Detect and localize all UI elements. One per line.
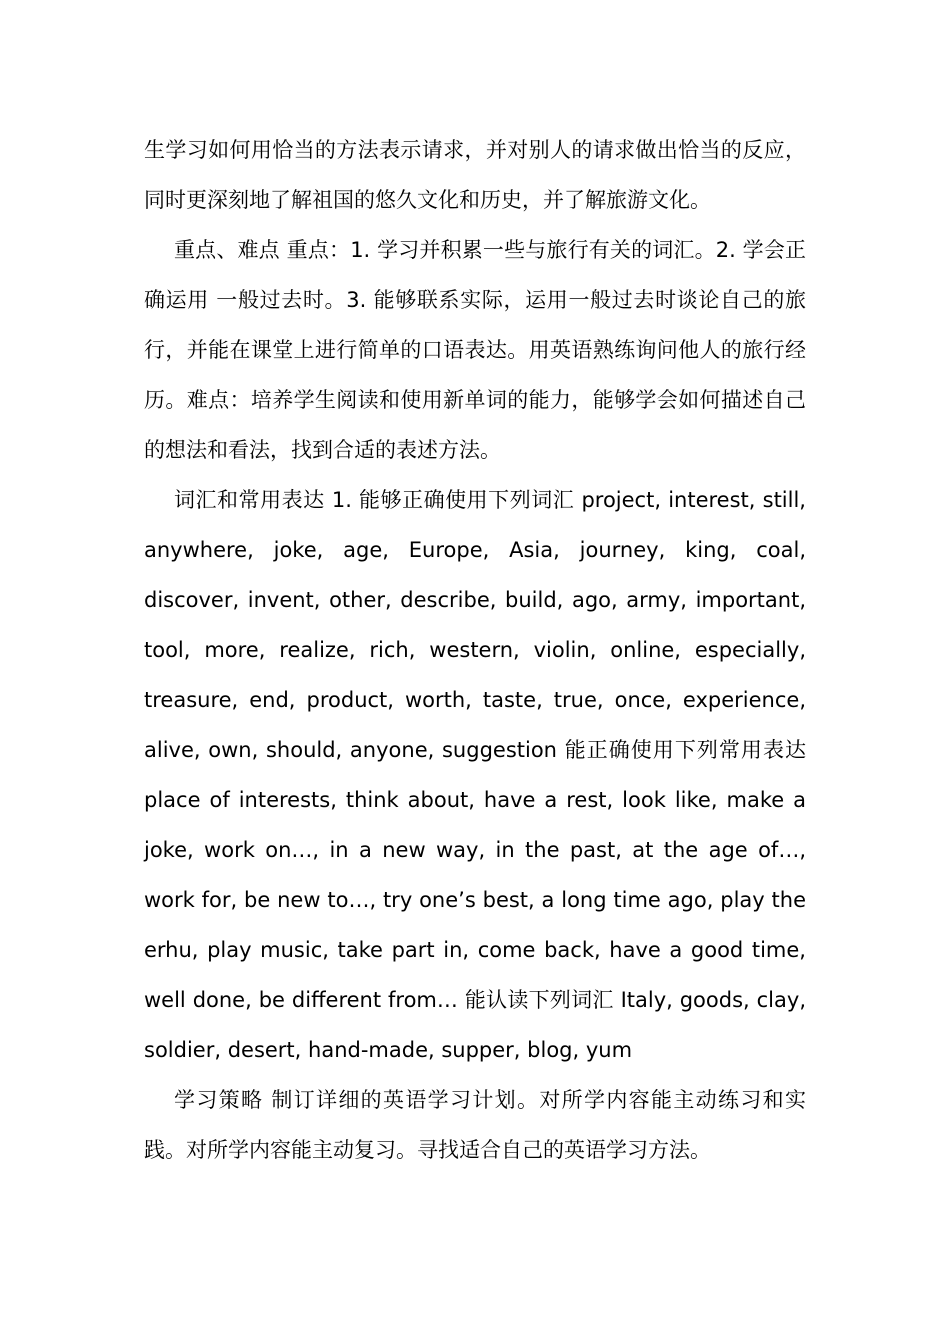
paragraph-key-points: 重点、难点 重点：1. 学习并积累一些与旅行有关的词汇。2. 学会正确运用 一般过去时。3. 能够联系实际，运用一般过去时谈论自己的旅行，并能在课堂上进行简单的口语表达。用英语熟练询问他人的旅行经历。难点：培养学生阅读和使用新单词的能力，能够学会如何描述自己的想法和看法，找到合适的表述方法。: [144, 238, 806, 462]
paragraph-learning-strategy: 学习策略 制订详细的英语学习计划。对所学内容能主动练习和实践。对所学内容能主动复习。寻找适合自己的英语学习方法。: [144, 1088, 806, 1162]
paragraph-intro-continued: 生学习如何用恰当的方法表示请求，并对别人的请求做出恰当的反应，同时更深刻地了解祖国的悠久文化和历史，并了解旅游文化。: [144, 138, 806, 212]
document-page: [144, 125, 806, 1175]
paragraph-vocabulary: 词汇和常用表达 1. 能够正确使用下列词汇 project, interest, still, anywhere, joke, age, Europe, Asia, journey, king, coal, discover, invent, other, describe, build, ago, army, important, tool, more, realize, rich, western, violin, online, especially, treasure, end, product, worth, taste, true, once, experience, alive, own, should, anyone, suggestion 能正确使用下列常用表达 place of interests, think about, have a rest, look like, make a joke, work on…, in a new way, in the past, at the age of…, work for, be new to…, try one’s best, a long time ago, play the erhu, play music, take part in, come back, have a good time, well done, be different from… 能认读下列词汇 Italy, goods, clay, soldier, desert, hand-made, supper, blog, yum: [144, 488, 806, 1062]
